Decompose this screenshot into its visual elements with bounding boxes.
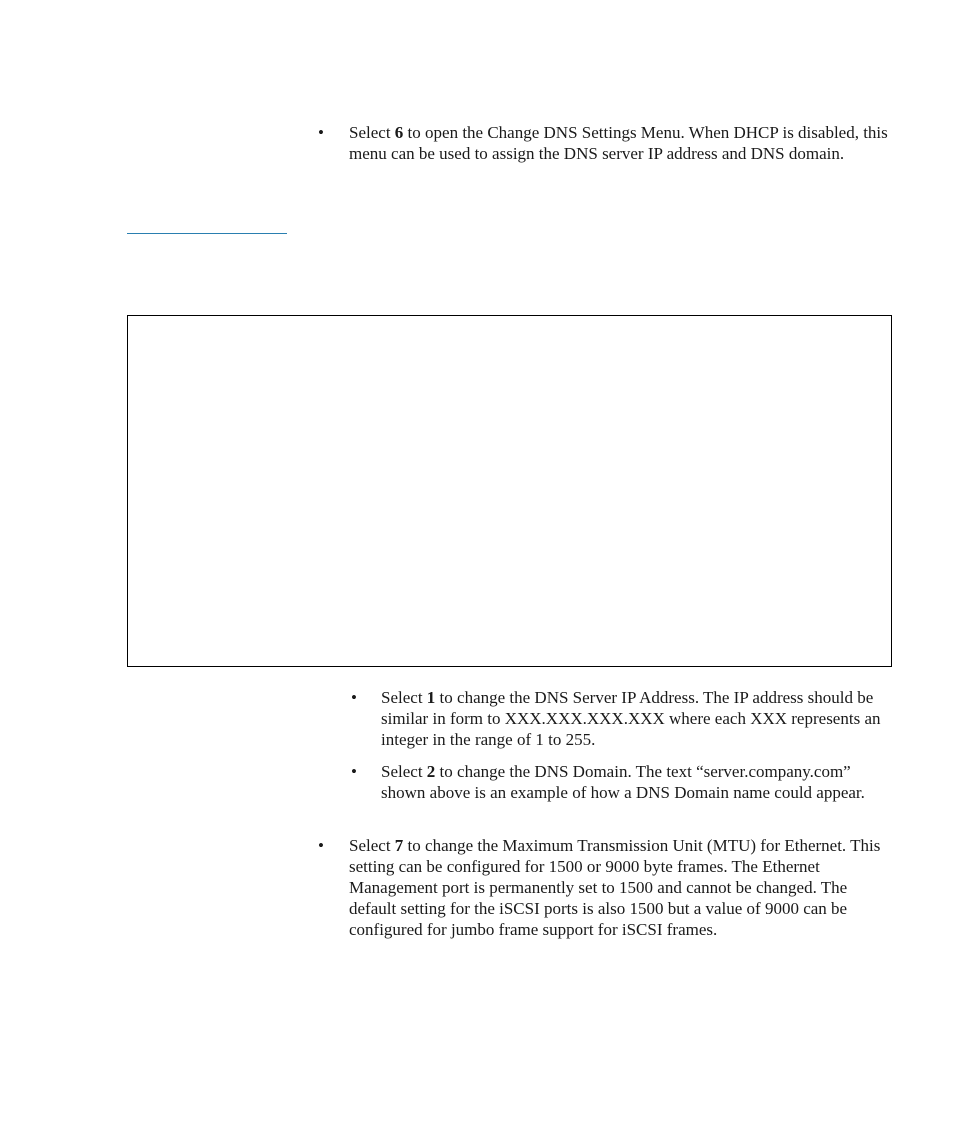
item-text-pre: Select xyxy=(381,762,427,781)
item-text-post: to change the DNS Domain. The text “server.company.com” shown above is an example of how a DNS Domain name could appear. xyxy=(381,762,865,802)
screen-capture-box xyxy=(127,315,892,667)
menu-key: 6 xyxy=(394,123,404,142)
bullet-marker: • xyxy=(351,762,357,781)
bullet-marker: • xyxy=(318,836,324,855)
menu-key: 7 xyxy=(394,836,404,855)
item-text-pre: Select xyxy=(349,836,395,855)
bullet-item-select-1 xyxy=(381,687,896,750)
link-underline xyxy=(127,233,287,234)
item-text-post: to change the Maximum Transmission Unit (MTU) for Ethernet. This setting can be configured for 1500 or 9000 byte frames. The Ethernet Management port is permanently set to 1500 and cannot be changed. The default setting for the iSCSI ports is also 1500 but a value of 9000 can be configured for jumbo frame support for iSCSI frames. xyxy=(349,836,881,939)
item-text-pre: Select xyxy=(349,123,395,142)
bullet-item-select-6 xyxy=(349,122,894,164)
item-text-pre: Select xyxy=(381,688,427,707)
bullet-marker: • xyxy=(351,688,357,707)
menu-key: 1 xyxy=(426,688,436,707)
item-text-post: to change the DNS Server IP Address. The IP address should be similar in form to XXX.XXX.XXX.XXX where each XXX represents an integer in the range of 1 to 255. xyxy=(381,688,881,749)
bullet-item-select-7 xyxy=(349,835,894,940)
bullet-marker: • xyxy=(318,123,324,142)
item-text-post: to open the Change DNS Settings Menu. When DHCP is disabled, this menu can be used to assign the DNS server IP address and DNS domain. xyxy=(349,123,888,163)
bullet-item-select-2 xyxy=(381,761,866,803)
menu-key: 2 xyxy=(426,762,436,781)
